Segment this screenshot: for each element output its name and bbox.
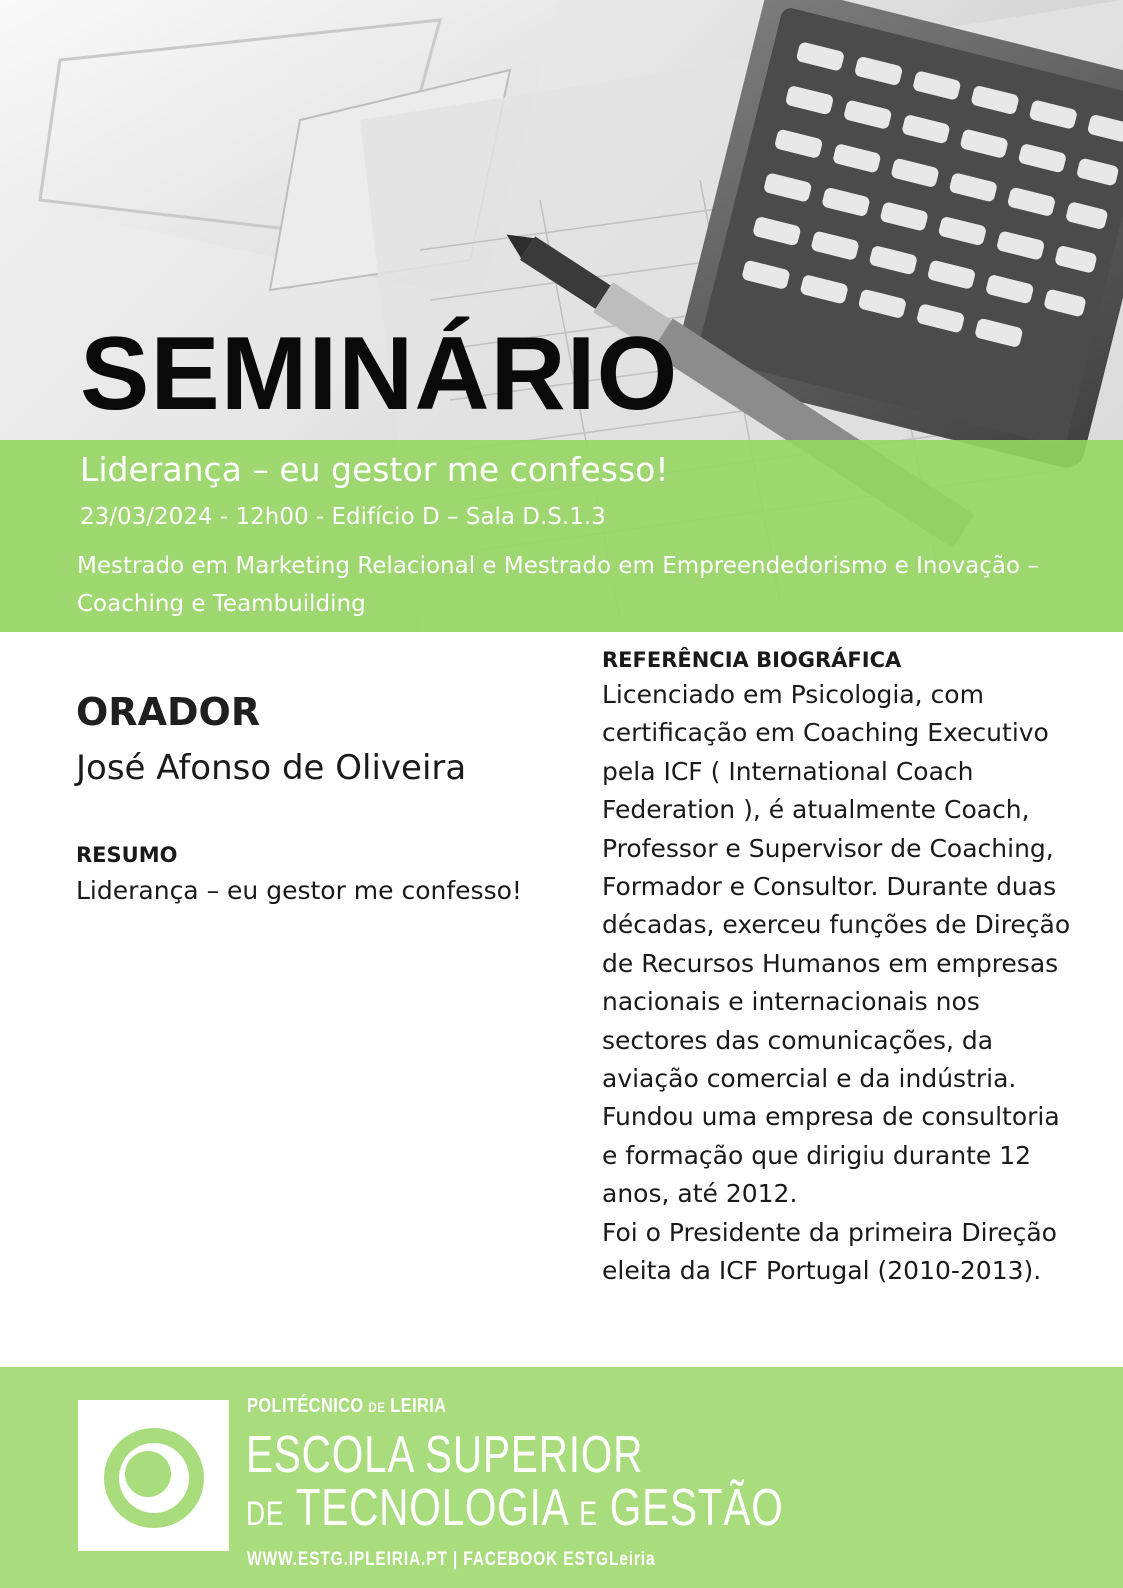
event-subtitle: Liderança – eu gestor me confesso! (80, 450, 669, 489)
summary-text: Liderança – eu gestor me confesso! (76, 876, 522, 905)
institution-place: LEIRIA (390, 1395, 447, 1417)
event-date-location: 23/03/2024 - 12h00 - Edifício D – Sala D.S.1.3 (80, 504, 606, 530)
website-link[interactable]: WWW.ESTG.IPLEIRIA.PT (247, 1549, 448, 1570)
eye-logo-icon (78, 1400, 229, 1551)
hero-banner (0, 0, 1123, 632)
school-line2-connector: E (579, 1495, 598, 1533)
event-info-band (0, 440, 1123, 632)
link-separator: | (452, 1549, 459, 1570)
speaker-name: José Afonso de Oliveira (76, 748, 467, 788)
speaker-heading: ORADOR (76, 690, 261, 734)
institution-name (247, 1395, 447, 1418)
school-logo (78, 1400, 229, 1551)
biography-text: Licenciado em Psicologia, com certificação em Coaching Executivo pela ICF ( International Coach Federation ), é atualmente Coach, Professor e Supervisor de Coaching, Formador e Consultor. Durante duas décadas, exerceu funções de Direção de Recursos Humanos em empresas nacionais e internacionais nos sectores das comunicações, da aviação comercial e da indústria. Fundou uma empresa de consultoria e formação que dirigiu durante 12 anos, até 2012. Foi o Presidente da primeira Direção eleita da ICF Portugal (2010-2013). (602, 680, 1071, 1286)
school-line2-prefix: DE (246, 1495, 285, 1533)
summary-heading: RESUMO (76, 843, 178, 867)
school-line2-b: GESTÃO (609, 1479, 784, 1537)
footer (0, 1367, 1123, 1588)
facebook-link[interactable]: FACEBOOK ESTGLeiria (463, 1549, 656, 1570)
event-program: Mestrado em Marketing Relacional e Mestrado em Empreendedorismo e Inovação – Coaching e Teambuilding (77, 553, 1039, 617)
institution-main: POLITÉCNICO (247, 1395, 364, 1417)
page-title: SEMINÁRIO (80, 316, 679, 432)
institution-connector: DE (368, 1399, 386, 1415)
footer-links (247, 1549, 655, 1571)
school-name-line2 (246, 1479, 784, 1537)
school-name-line1: ESCOLA SUPERIOR (246, 1426, 644, 1484)
school-line2-a: TECNOLOGIA (295, 1479, 568, 1537)
biography-heading: REFERÊNCIA BIOGRÁFICA (602, 648, 902, 672)
